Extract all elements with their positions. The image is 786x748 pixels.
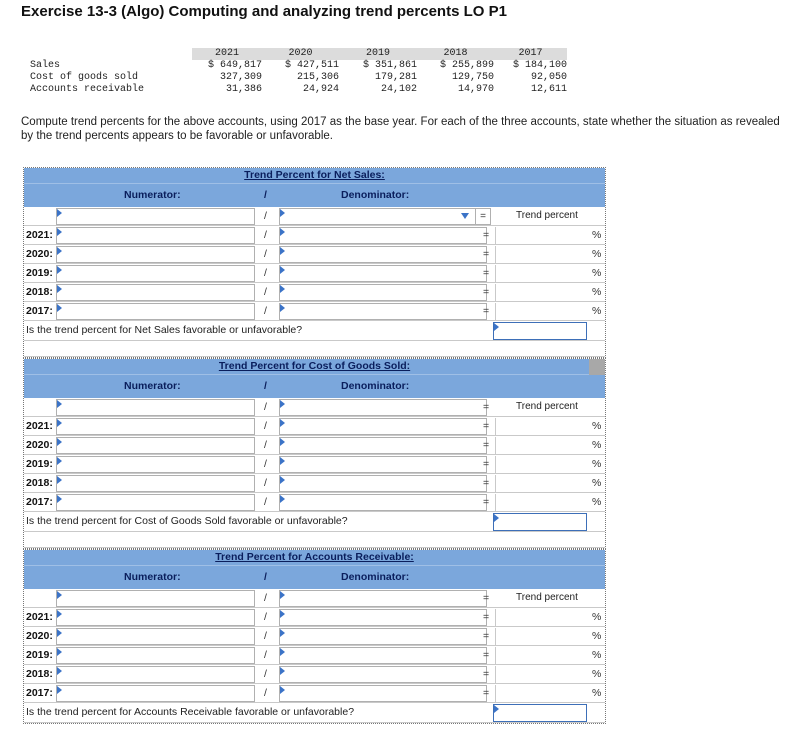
- equals-sign: =: [483, 592, 490, 604]
- denominator-input[interactable]: [279, 284, 490, 301]
- input-marker-icon: [280, 610, 285, 618]
- question-row: [24, 512, 605, 532]
- slash: /: [264, 687, 267, 699]
- trend-percent-input[interactable]: [495, 437, 602, 454]
- section-header: [24, 168, 605, 184]
- table-row: [30, 72, 567, 84]
- slash-header: /: [264, 189, 267, 201]
- question-row: [24, 321, 605, 341]
- input-marker-icon: [280, 400, 285, 408]
- equals-sign: =: [483, 649, 490, 661]
- equals-sign: =: [483, 267, 490, 279]
- equals-sign: =: [483, 401, 490, 413]
- equals-sign: =: [483, 668, 490, 680]
- numerator-input[interactable]: [56, 246, 255, 263]
- percent-sign: %: [592, 420, 602, 432]
- input-marker-icon: [57, 400, 62, 408]
- equals-sign: =: [483, 305, 490, 317]
- row-label: Sales: [30, 60, 61, 71]
- numerator-input[interactable]: [56, 437, 255, 454]
- year-label: 2020:: [26, 439, 53, 451]
- denominator-input[interactable]: [279, 437, 490, 454]
- equals-sign: =: [483, 496, 490, 508]
- percent-sign: %: [592, 458, 602, 470]
- equals-sign: =: [483, 286, 490, 298]
- favorability-answer-input[interactable]: [493, 513, 587, 531]
- input-marker-icon: [494, 323, 499, 331]
- scroll-corner: [589, 359, 605, 375]
- percent-sign: %: [592, 668, 602, 680]
- numerator-input[interactable]: [56, 303, 255, 320]
- numerator-header: Numerator:: [124, 189, 181, 201]
- numerator-input[interactable]: [56, 284, 255, 301]
- input-marker-icon: [57, 457, 62, 465]
- denominator-input[interactable]: [279, 265, 490, 282]
- year-row: [24, 665, 605, 684]
- denominator-input[interactable]: [279, 246, 490, 263]
- year-label: 2019:: [26, 649, 53, 661]
- input-marker-icon: [57, 648, 62, 656]
- slash: /: [264, 630, 267, 642]
- numerator-input[interactable]: [56, 227, 255, 244]
- input-marker-icon: [280, 648, 285, 656]
- equals-sign: =: [475, 208, 491, 225]
- percent-sign: %: [592, 496, 602, 508]
- trend-percent-label: Trend percent: [516, 401, 578, 412]
- trend-percent-label: Trend percent: [516, 592, 578, 603]
- slash: /: [264, 668, 267, 680]
- input-marker-icon: [57, 209, 62, 217]
- percent-sign: %: [592, 477, 602, 489]
- year-row: [24, 302, 605, 321]
- cell-value: 129,750: [451, 72, 494, 83]
- percent-sign: %: [592, 439, 602, 451]
- trend-percent-input[interactable]: [495, 666, 602, 683]
- denominator-input[interactable]: [279, 590, 490, 607]
- year-label: 2020:: [26, 630, 53, 642]
- numerator-input[interactable]: [56, 265, 255, 282]
- input-marker-icon: [57, 285, 62, 293]
- denominator-input[interactable]: [279, 399, 490, 416]
- year-label: 2020:: [26, 248, 53, 260]
- input-marker-icon: [280, 667, 285, 675]
- cogs-section: [23, 358, 606, 549]
- trend-percent-input[interactable]: [495, 227, 602, 244]
- year-label: 2021:: [26, 611, 53, 623]
- table-row: [30, 60, 567, 72]
- input-marker-icon: [57, 629, 62, 637]
- percent-sign: %: [592, 649, 602, 661]
- formula-row: [24, 207, 605, 226]
- slash: /: [264, 477, 267, 489]
- cell-value: 179,281: [374, 72, 417, 83]
- cell-value: $ 427,511: [284, 60, 339, 71]
- input-marker-icon: [280, 629, 285, 637]
- slash: /: [264, 210, 267, 222]
- denominator-input[interactable]: [279, 475, 490, 492]
- numerator-input[interactable]: [56, 590, 255, 607]
- year-row: [24, 608, 605, 627]
- denominator-select[interactable]: [279, 208, 487, 225]
- input-marker-icon: [494, 705, 499, 713]
- equals-sign: =: [483, 420, 490, 432]
- input-marker-icon: [57, 610, 62, 618]
- input-marker-icon: [280, 495, 285, 503]
- question-row: [24, 703, 605, 723]
- equals-sign: =: [483, 687, 490, 699]
- year-row: [24, 283, 605, 302]
- denominator-input[interactable]: [279, 456, 490, 473]
- denominator-header: Denominator:: [341, 380, 410, 392]
- cell-value: $ 649,817: [207, 60, 262, 71]
- input-marker-icon: [280, 457, 285, 465]
- year-header: 2020: [262, 48, 339, 60]
- input-marker-icon: [57, 228, 62, 236]
- input-marker-icon: [57, 266, 62, 274]
- cell-value: 92,050: [530, 72, 567, 83]
- trend-percent-input[interactable]: [495, 246, 602, 263]
- input-marker-icon: [57, 686, 62, 694]
- percent-sign: %: [592, 286, 602, 298]
- input-marker-icon: [280, 686, 285, 694]
- input-marker-icon: [280, 419, 285, 427]
- equals-sign: =: [483, 630, 490, 642]
- favorability-answer-input[interactable]: [493, 704, 587, 722]
- input-marker-icon: [57, 667, 62, 675]
- year-label: 2019:: [26, 267, 53, 279]
- section-header: [24, 359, 605, 375]
- trend-percent-input[interactable]: [495, 494, 602, 511]
- percent-sign: %: [592, 630, 602, 642]
- input-marker-icon: [57, 591, 62, 599]
- row-label: Accounts receivable: [30, 84, 145, 95]
- numerator-input[interactable]: [56, 456, 255, 473]
- input-marker-icon: [280, 591, 285, 599]
- year-row: [24, 455, 605, 474]
- slash: /: [264, 439, 267, 451]
- input-marker-icon: [280, 266, 285, 274]
- year-label: 2018:: [26, 286, 53, 298]
- input-marker-icon: [280, 228, 285, 236]
- numerator-input[interactable]: [56, 418, 255, 435]
- denominator-input[interactable]: [279, 685, 490, 702]
- year-label: 2018:: [26, 668, 53, 680]
- denominator-header: Denominator:: [341, 189, 410, 201]
- ar-section: [23, 549, 606, 724]
- input-marker-icon: [280, 304, 285, 312]
- slash: /: [264, 649, 267, 661]
- denominator-input[interactable]: [279, 303, 490, 320]
- percent-sign: %: [592, 248, 602, 260]
- equals-sign: =: [483, 477, 490, 489]
- table-row: [30, 84, 567, 96]
- trend-percent-input[interactable]: [495, 475, 602, 492]
- spacer: [24, 341, 605, 357]
- slash: /: [264, 248, 267, 260]
- year-row: [24, 474, 605, 493]
- trend-percent-input[interactable]: [495, 628, 602, 645]
- numerator-input[interactable]: [56, 647, 255, 664]
- year-header: 2017: [494, 48, 567, 60]
- row-label: Cost of goods sold: [30, 72, 139, 83]
- trend-percent-input[interactable]: [495, 456, 602, 473]
- slash: /: [264, 267, 267, 279]
- percent-sign: %: [592, 611, 602, 623]
- equals-sign: =: [483, 611, 490, 623]
- trend-percent-input[interactable]: [495, 685, 602, 702]
- trend-percent-label: Trend percent: [516, 210, 578, 221]
- year-label: 2017:: [26, 496, 53, 508]
- numerator-input[interactable]: [56, 609, 255, 626]
- cell-value: 327,309: [219, 72, 262, 83]
- section-title: Trend Percent for Accounts Receivable:: [215, 551, 414, 563]
- favorability-question: Is the trend percent for Accounts Receivable favorable or unfavorable?: [26, 706, 355, 718]
- cell-value: 24,102: [380, 84, 417, 95]
- denominator-input[interactable]: [279, 418, 490, 435]
- trend-percent-input[interactable]: [495, 418, 602, 435]
- year-row: [24, 436, 605, 455]
- year-row: [24, 627, 605, 646]
- year-label: 2017:: [26, 305, 53, 317]
- numerator-input[interactable]: [56, 475, 255, 492]
- section-header: [24, 550, 605, 566]
- year-row: [24, 646, 605, 665]
- equals-sign: =: [483, 248, 490, 260]
- year-label: 2021:: [26, 420, 53, 432]
- numerator-input[interactable]: [56, 494, 255, 511]
- year-label: 2021:: [26, 229, 53, 241]
- year-row: [24, 417, 605, 436]
- formula-row: [24, 398, 605, 417]
- formula-row: [24, 589, 605, 608]
- numerator-header: Numerator:: [124, 380, 181, 392]
- denominator-input[interactable]: [279, 666, 490, 683]
- slash: /: [264, 229, 267, 241]
- slash: /: [264, 496, 267, 508]
- cell-value: 24,924: [302, 84, 339, 95]
- input-marker-icon: [280, 476, 285, 484]
- cell-value: 215,306: [296, 72, 339, 83]
- denominator-input[interactable]: [279, 609, 490, 626]
- input-marker-icon: [57, 438, 62, 446]
- input-marker-icon: [57, 304, 62, 312]
- denominator-input[interactable]: [279, 494, 490, 511]
- year-label: 2019:: [26, 458, 53, 470]
- slash: /: [264, 401, 267, 413]
- input-marker-icon: [57, 495, 62, 503]
- section-title: Trend Percent for Net Sales:: [244, 169, 385, 181]
- denominator-input[interactable]: [279, 647, 490, 664]
- year-label: 2017:: [26, 687, 53, 699]
- slash-header: /: [264, 571, 267, 583]
- trend-percent-input[interactable]: [495, 609, 602, 626]
- equals-sign: =: [483, 458, 490, 470]
- numerator-input[interactable]: [56, 685, 255, 702]
- slash: /: [264, 592, 267, 604]
- percent-sign: %: [592, 687, 602, 699]
- instructions: Compute trend percents for the above accounts, using 2017 as the base year. For each of the three accounts, state whether the situation as revealed by the trend percents appears to be favorable or unfavorable.: [21, 116, 780, 142]
- equals-sign: =: [483, 229, 490, 241]
- year-row: [24, 264, 605, 283]
- section-title: Trend Percent for Cost of Goods Sold:: [218, 360, 411, 372]
- year-header: 2021: [192, 48, 262, 60]
- favorability-answer-input[interactable]: [493, 322, 587, 340]
- input-marker-icon: [494, 514, 499, 522]
- cell-value: $ 351,861: [362, 60, 417, 71]
- favorability-question: Is the trend percent for Net Sales favorable or unfavorable?: [26, 324, 303, 336]
- favorability-question: Is the trend percent for Cost of Goods Sold favorable or unfavorable?: [26, 515, 348, 527]
- column-header: [24, 566, 605, 589]
- dropdown-arrow-icon[interactable]: [461, 213, 469, 219]
- column-header: [24, 184, 605, 207]
- numerator-input[interactable]: [56, 666, 255, 683]
- slash: /: [264, 611, 267, 623]
- data-table: [30, 48, 567, 96]
- equals-sign: =: [483, 439, 490, 451]
- year-header: 2019: [339, 48, 417, 60]
- denominator-input[interactable]: [279, 628, 490, 645]
- trend-percent-input[interactable]: [495, 303, 602, 320]
- numerator-input[interactable]: [56, 399, 255, 416]
- cell-value: $ 255,899: [439, 60, 494, 71]
- page-title: Exercise 13-3 (Algo) Computing and analyzing trend percents LO P1: [21, 3, 507, 20]
- cell-value: 14,970: [457, 84, 494, 95]
- trend-percent-input[interactable]: [495, 265, 602, 282]
- slash: /: [264, 305, 267, 317]
- year-row: [24, 226, 605, 245]
- slash-header: /: [264, 380, 267, 392]
- denominator-header: Denominator:: [341, 571, 410, 583]
- percent-sign: %: [592, 305, 602, 317]
- year-row: [24, 684, 605, 703]
- slash: /: [264, 286, 267, 298]
- slash: /: [264, 458, 267, 470]
- cell-value: 12,611: [530, 84, 567, 95]
- percent-sign: %: [592, 229, 602, 241]
- net-sales-section: [23, 167, 606, 358]
- input-marker-icon: [57, 476, 62, 484]
- input-marker-icon: [280, 438, 285, 446]
- percent-sign: %: [592, 267, 602, 279]
- numerator-input[interactable]: [56, 628, 255, 645]
- input-marker-icon: [280, 247, 285, 255]
- trend-percent-input[interactable]: [495, 647, 602, 664]
- trend-percent-input[interactable]: [495, 284, 602, 301]
- column-header: [24, 375, 605, 398]
- spacer: [24, 532, 605, 548]
- cell-value: $ 184,100: [512, 60, 567, 71]
- input-marker-icon: [280, 209, 285, 217]
- cell-value: 31,386: [225, 84, 262, 95]
- input-marker-icon: [57, 247, 62, 255]
- input-marker-icon: [57, 419, 62, 427]
- numerator-input[interactable]: [56, 208, 255, 225]
- year-row: [24, 493, 605, 512]
- slash: /: [264, 420, 267, 432]
- input-marker-icon: [280, 285, 285, 293]
- denominator-input[interactable]: [279, 227, 490, 244]
- numerator-header: Numerator:: [124, 571, 181, 583]
- year-row: [24, 245, 605, 264]
- year-header: 2018: [417, 48, 494, 60]
- year-label: 2018:: [26, 477, 53, 489]
